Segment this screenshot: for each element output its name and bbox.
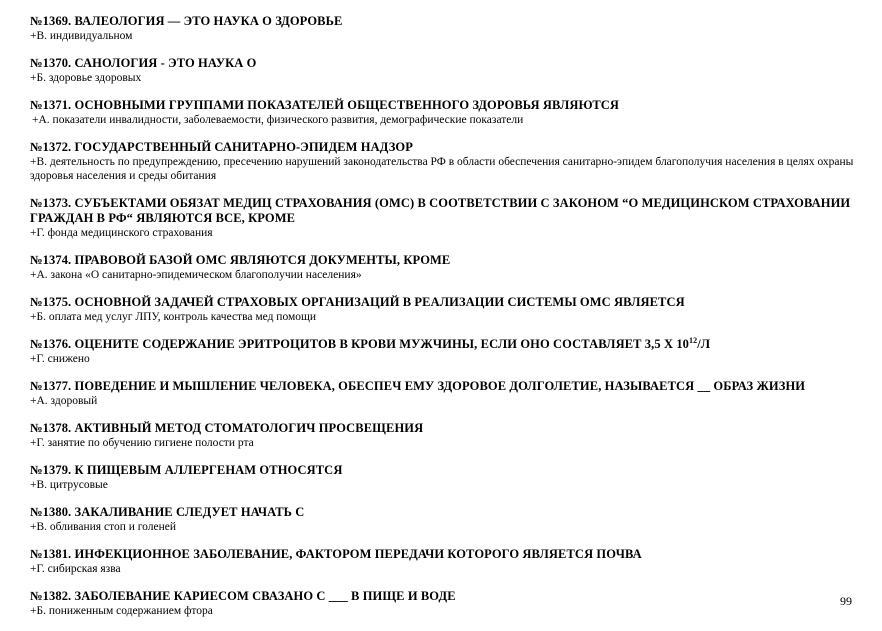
question-1372 xyxy=(30,140,860,183)
question-title: №1377. ПОВЕДЕНИЕ И МЫШЛЕНИЕ ЧЕЛОВЕКА, ОБЕСПЕЧ ЕМУ ЗДОРОВОЕ ДОЛГОЛЕТИЕ, НАЗЫВАЕТСЯ __ ОБРАЗ ЖИЗНИ xyxy=(30,379,806,393)
answer-text: +А. здоровый xyxy=(30,395,98,407)
question-1370 xyxy=(30,56,860,85)
question-1375 xyxy=(30,295,860,324)
question-title: №1379. К ПИЩЕВЫМ АЛЛЕРГЕНАМ ОТНОСЯТСЯ xyxy=(30,463,343,477)
question-1379 xyxy=(30,463,860,492)
question-title: №1382. ЗАБОЛЕВАНИЕ КАРИЕСОМ СВАЗАНО С ___ В ПИЩЕ И ВОДЕ xyxy=(30,589,456,603)
question-title: №1372. ГОСУДАРСТВЕННЫЙ САНИТАРНО-ЭПИДЕМ НАДЗОР xyxy=(30,140,413,154)
question-title-main: №1376. ОЦЕНИТЕ СОДЕРЖАНИЕ ЭРИТРОЦИТОВ В КРОВИ МУЖЧИНЫ, ЕСЛИ ОНО СОСТАВЛЯЕТ 3,5 Х 10 xyxy=(30,337,690,351)
question-title xyxy=(30,337,860,352)
answer-text: +Г. сибирская язва xyxy=(30,563,121,575)
question-1371 xyxy=(30,98,860,127)
question-title: №1375. ОСНОВНОЙ ЗАДАЧЕЙ СТРАХОВЫХ ОРГАНИЗАЦИЙ В РЕАЛИЗАЦИИ СИСТЕМЫ ОМС ЯВЛЯЕТСЯ xyxy=(30,295,685,309)
page-number: 99 xyxy=(840,594,852,608)
question-1378 xyxy=(30,421,860,450)
document-page xyxy=(30,14,860,631)
question-1376 xyxy=(30,337,860,366)
question-title: №1381. ИНФЕКЦИОННОЕ ЗАБОЛЕВАНИЕ, ФАКТОРОМ ПЕРЕДАЧИ КОТОРОГО ЯВЛЯЕТСЯ ПОЧВА xyxy=(30,547,642,561)
question-1380 xyxy=(30,505,860,534)
answer-text: +Б. пониженным содержанием фтора xyxy=(30,605,213,617)
question-1374 xyxy=(30,253,860,282)
question-title: №1380. ЗАКАЛИВАНИЕ СЛЕДУЕТ НАЧАТЬ С xyxy=(30,505,305,519)
question-1382 xyxy=(30,589,860,618)
answer-text: +Б. здоровье здоровых xyxy=(30,72,142,84)
question-1377 xyxy=(30,379,860,408)
answer-text: +В. индивидуальном xyxy=(30,30,133,42)
answer-text: +В. цитрусовые xyxy=(30,479,108,491)
exponent: 12 xyxy=(689,335,698,345)
question-title: №1378. АКТИВНЫЙ МЕТОД СТОМАТОЛОГИЧ ПРОСВЕЩЕНИЯ xyxy=(30,421,424,435)
question-title: №1369. ВАЛЕОЛОГИЯ — ЭТО НАУКА О ЗДОРОВЬЕ xyxy=(30,14,343,28)
question-title: №1374. ПРАВОВОЙ БАЗОЙ ОМС ЯВЛЯЮТСЯ ДОКУМЕНТЫ, КРОМЕ xyxy=(30,253,451,267)
question-title: №1370. САНОЛОГИЯ - ЭТО НАУКА О xyxy=(30,56,257,70)
question-1369 xyxy=(30,14,860,43)
question-title: №1371. ОСНОВНЫМИ ГРУППАМИ ПОКАЗАТЕЛЕЙ ОБЩЕСТВЕННОГО ЗДОРОВЬЯ ЯВЛЯЮТСЯ xyxy=(30,98,620,112)
answer-text: +В. обливания стоп и голеней xyxy=(30,521,177,533)
answer-text: +В. деятельность по предупреждению, пресечению нарушений законодательства РФ в области обеспечения санитарно-эпидем благополучия населения в целях охраны здоровья населения и среды обитания xyxy=(30,156,854,182)
question-1373 xyxy=(30,196,860,240)
question-title: №1373. СУБЪЕКТАМИ ОБЯЗАТ МЕДИЦ СТРАХОВАНИЯ (ОМС) В СООТВЕТСТВИИ С ЗАКОНОМ “О МЕДИЦИНСКОМ СТРАХОВАНИИ ГРАЖДАН В РФ“ ЯВЛЯЮТСЯ ВСЕ, КРОМЕ xyxy=(30,196,851,225)
question-1381 xyxy=(30,547,860,576)
answer-text: +Г. снижено xyxy=(30,353,90,365)
question-title-tail: /Л xyxy=(697,337,711,351)
answer-text: +А. показатели инвалидности, заболеваемости, физического развития, демографические показатели xyxy=(32,114,524,126)
answer-text: +А. закона «О санитарно-эпидемическом благополучии населения» xyxy=(30,269,362,281)
answer-text: +Б. оплата мед услуг ЛПУ, контроль качества мед помощи xyxy=(30,311,317,323)
answer-text: +Г. занятие по обучению гигиене полости рта xyxy=(30,437,254,449)
answer-text: +Г. фонда медицинского страхования xyxy=(30,227,213,239)
